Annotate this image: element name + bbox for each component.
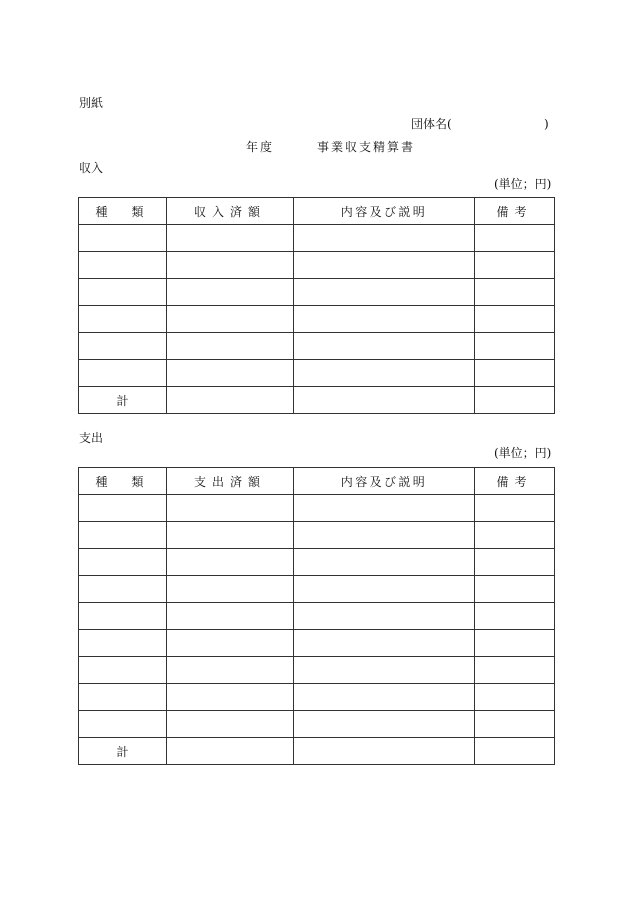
- cell[interactable]: [294, 306, 475, 333]
- income-header-amount: 収入済額: [167, 198, 294, 225]
- cell[interactable]: [294, 333, 475, 360]
- cell[interactable]: [475, 333, 555, 360]
- cell[interactable]: [79, 684, 167, 711]
- cell[interactable]: [475, 252, 555, 279]
- cell[interactable]: [167, 657, 294, 684]
- cell[interactable]: [167, 738, 294, 765]
- cell[interactable]: [475, 387, 555, 414]
- cell[interactable]: [79, 495, 167, 522]
- cell[interactable]: [167, 333, 294, 360]
- cell[interactable]: [294, 225, 475, 252]
- income-row: [79, 333, 555, 360]
- cell[interactable]: [167, 576, 294, 603]
- cell[interactable]: [475, 549, 555, 576]
- expense-row: [79, 495, 555, 522]
- cell[interactable]: [475, 738, 555, 765]
- cell[interactable]: [79, 306, 167, 333]
- cell[interactable]: [475, 306, 555, 333]
- cell[interactable]: [475, 576, 555, 603]
- cell[interactable]: [475, 225, 555, 252]
- expense-unit-label: (単位；円): [494, 446, 552, 460]
- cell[interactable]: [475, 684, 555, 711]
- income-total-label: 計: [79, 387, 167, 414]
- income-total-row: [79, 387, 555, 414]
- document-title: 事業収支精算書: [317, 140, 416, 154]
- income-unit-label: (単位；円): [494, 177, 552, 191]
- cell[interactable]: [294, 657, 475, 684]
- cell[interactable]: [167, 225, 294, 252]
- expense-table: [78, 467, 555, 765]
- cell[interactable]: [294, 387, 475, 414]
- cell[interactable]: [79, 549, 167, 576]
- cell[interactable]: [294, 576, 475, 603]
- cell[interactable]: [167, 279, 294, 306]
- income-row: [79, 306, 555, 333]
- org-name-label: 団体名(: [411, 117, 452, 131]
- expense-header-description: 内容及び説明: [294, 468, 475, 495]
- cell[interactable]: [475, 279, 555, 306]
- cell[interactable]: [79, 711, 167, 738]
- cell[interactable]: [79, 252, 167, 279]
- cell[interactable]: [79, 333, 167, 360]
- income-header-row: [79, 198, 555, 225]
- cell[interactable]: [475, 495, 555, 522]
- cell[interactable]: [475, 630, 555, 657]
- cell[interactable]: [79, 279, 167, 306]
- cell[interactable]: [79, 630, 167, 657]
- cell[interactable]: [167, 684, 294, 711]
- expense-row: [79, 576, 555, 603]
- expense-row: [79, 549, 555, 576]
- cell[interactable]: [294, 549, 475, 576]
- cell[interactable]: [294, 711, 475, 738]
- org-name-close: ): [544, 117, 549, 131]
- expense-header-amount: 支出済額: [167, 468, 294, 495]
- cell[interactable]: [475, 360, 555, 387]
- cell[interactable]: [167, 603, 294, 630]
- cell[interactable]: [167, 252, 294, 279]
- expense-section-label: 支出: [79, 431, 104, 445]
- cell[interactable]: [475, 711, 555, 738]
- income-row: [79, 279, 555, 306]
- cell[interactable]: [475, 657, 555, 684]
- cell[interactable]: [167, 360, 294, 387]
- cell[interactable]: [79, 603, 167, 630]
- cell[interactable]: [167, 495, 294, 522]
- income-row: [79, 360, 555, 387]
- income-table: [78, 197, 555, 414]
- attachment-label: 別紙: [79, 96, 104, 110]
- cell[interactable]: [294, 603, 475, 630]
- cell[interactable]: [167, 549, 294, 576]
- cell[interactable]: [294, 360, 475, 387]
- cell[interactable]: [167, 711, 294, 738]
- cell[interactable]: [294, 279, 475, 306]
- expense-row: [79, 711, 555, 738]
- expense-header-type: 種 類: [79, 468, 167, 495]
- income-header-type: 種 類: [79, 198, 167, 225]
- expense-row: [79, 522, 555, 549]
- income-row: [79, 225, 555, 252]
- cell[interactable]: [294, 252, 475, 279]
- expense-total-row: [79, 738, 555, 765]
- income-section-label: 収入: [79, 161, 104, 175]
- expense-row: [79, 657, 555, 684]
- cell[interactable]: [79, 657, 167, 684]
- year-label: 年度: [246, 140, 275, 154]
- cell[interactable]: [167, 306, 294, 333]
- income-header-description: 内容及び説明: [294, 198, 475, 225]
- cell[interactable]: [294, 684, 475, 711]
- cell[interactable]: [294, 630, 475, 657]
- cell[interactable]: [167, 630, 294, 657]
- cell[interactable]: [167, 387, 294, 414]
- expense-row: [79, 684, 555, 711]
- expense-row: [79, 630, 555, 657]
- cell[interactable]: [79, 576, 167, 603]
- cell[interactable]: [294, 738, 475, 765]
- cell[interactable]: [294, 522, 475, 549]
- income-header-remarks: 備考: [475, 198, 555, 225]
- income-row: [79, 252, 555, 279]
- cell[interactable]: [167, 522, 294, 549]
- cell[interactable]: [79, 360, 167, 387]
- cell[interactable]: [475, 522, 555, 549]
- expense-header-row: [79, 468, 555, 495]
- cell[interactable]: [475, 603, 555, 630]
- cell[interactable]: [79, 522, 167, 549]
- cell[interactable]: [294, 495, 475, 522]
- expense-header-remarks: 備考: [475, 468, 555, 495]
- cell[interactable]: [79, 225, 167, 252]
- expense-row: [79, 603, 555, 630]
- expense-total-label: 計: [79, 738, 167, 765]
